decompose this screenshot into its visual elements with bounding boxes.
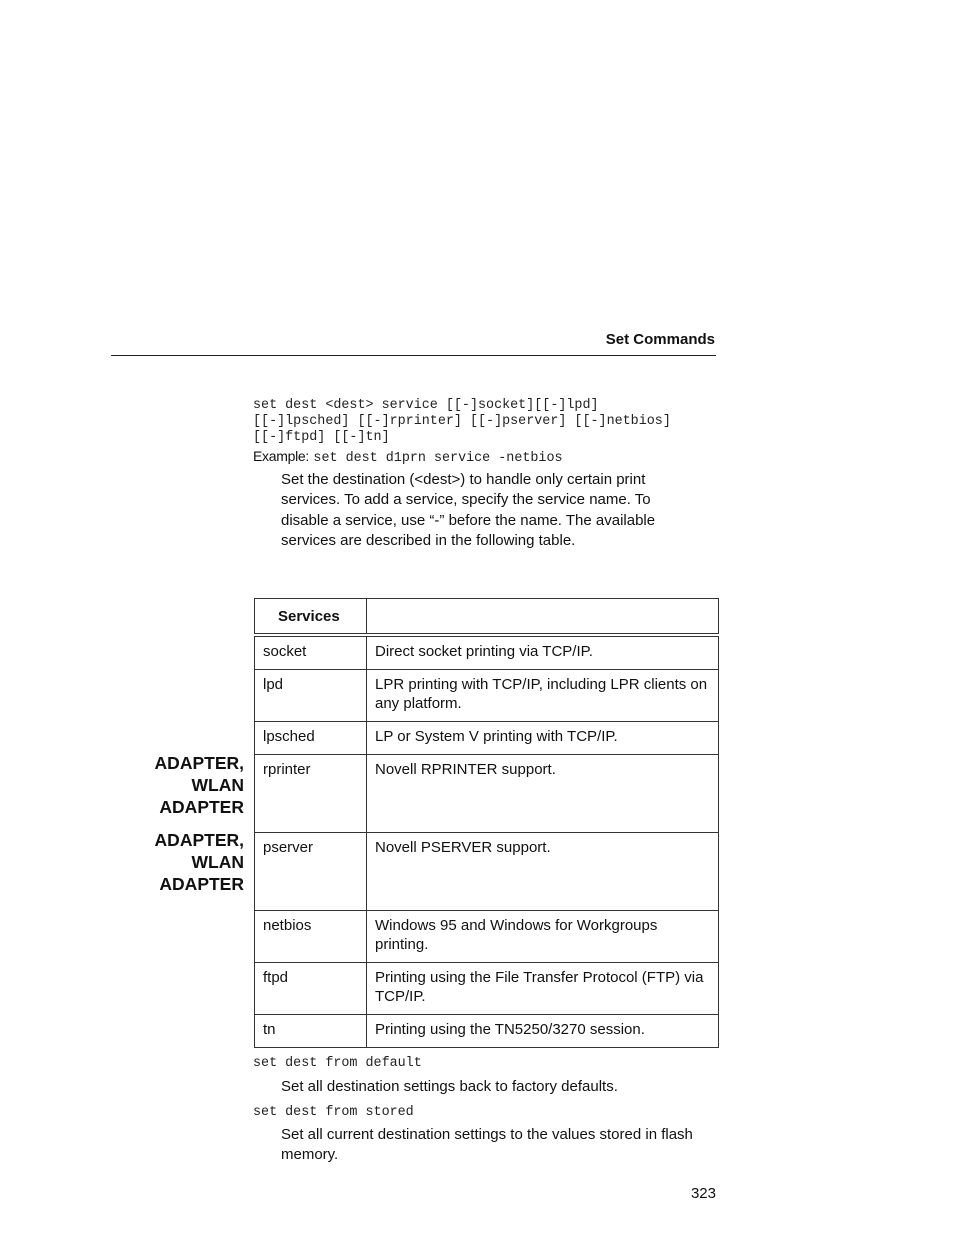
service-name: socket	[255, 635, 367, 670]
service-name: lpd	[255, 669, 367, 721]
command-code: set dest from stored	[253, 1105, 414, 1120]
command-description: Set all current destination settings to the values stored in flash memory.	[281, 1126, 693, 1164]
command-code: set dest from default	[253, 1056, 422, 1071]
table-row	[255, 910, 719, 962]
service-description: Set the destination (<dest>) to handle only certain print services. To add a service, specify the service name. To disable a service, use “-” before the name. The available services are described in the following table.	[281, 471, 656, 549]
example-line	[253, 448, 563, 467]
syntax-line: [[-]ftpd] [[-]tn]	[253, 430, 390, 445]
page-number: 323	[690, 1185, 716, 1202]
example-code: set dest d1prn service -netbios	[313, 451, 563, 466]
header-rule	[111, 355, 716, 356]
service-desc: Printing using the TN5250/3270 session.	[367, 1014, 719, 1047]
service-name: lpsched	[255, 721, 367, 754]
side-label-adapter-2: ADAPTER, WLAN ADAPTER	[154, 830, 244, 894]
column-header-services: Services	[255, 599, 367, 635]
service-desc: LP or System V printing with TCP/IP.	[367, 721, 719, 754]
table-row	[255, 754, 719, 832]
service-name: pserver	[255, 832, 367, 910]
table-row	[255, 832, 719, 910]
service-desc: Direct socket printing via TCP/IP.	[367, 635, 719, 670]
table-row	[255, 1014, 719, 1047]
table-header-row	[255, 599, 719, 635]
service-name: rprinter	[255, 754, 367, 832]
table-row	[255, 962, 719, 1014]
service-desc: Novell PSERVER support.	[367, 832, 719, 910]
command-description: Set all destination settings back to factory defaults.	[281, 1078, 618, 1095]
page-header-title: Set Commands	[605, 331, 715, 348]
service-desc: Printing using the File Transfer Protocol (FTP) via TCP/IP.	[367, 962, 719, 1014]
syntax-line: [[-]lpsched] [[-]rprinter] [[-]pserver] [[-]netbios]	[253, 414, 671, 429]
service-desc: Windows 95 and Windows for Workgroups printing.	[367, 910, 719, 962]
service-desc: LPR printing with TCP/IP, including LPR clients on any platform.	[367, 669, 719, 721]
service-desc: Novell RPRINTER support.	[367, 754, 719, 832]
column-header-description	[367, 599, 719, 635]
table-row	[255, 721, 719, 754]
table-row	[255, 669, 719, 721]
side-label-adapter-1: ADAPTER, WLAN ADAPTER	[154, 753, 244, 817]
syntax-line: set dest <dest> service [[-]socket][[-]lpd]	[253, 398, 599, 413]
service-name: netbios	[255, 910, 367, 962]
example-label: Example:	[253, 448, 309, 464]
service-name: ftpd	[255, 962, 367, 1014]
command-syntax	[253, 398, 723, 446]
service-name: tn	[255, 1014, 367, 1047]
table-row	[255, 635, 719, 670]
services-table	[254, 598, 719, 1048]
